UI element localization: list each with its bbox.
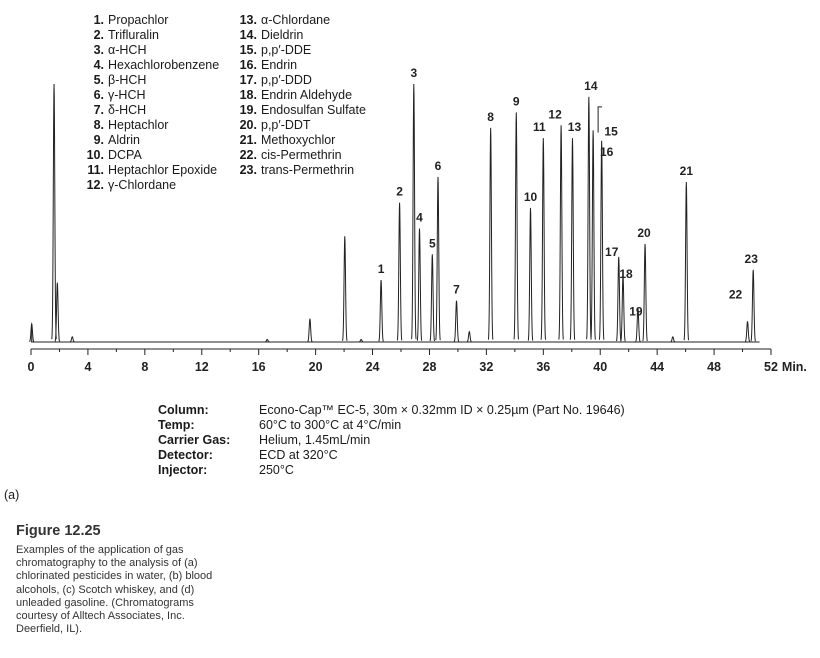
- trace-layer: [30, 84, 760, 342]
- peak: [528, 208, 532, 341]
- x-tick-label: 52 Min.: [764, 360, 807, 374]
- condition-row: [158, 463, 625, 478]
- condition-row: [158, 418, 625, 433]
- legend-compound: β-HCH: [108, 73, 147, 87]
- legend-number: 9.: [93, 133, 104, 147]
- peak-label: 19: [629, 304, 643, 319]
- legend-number: 10.: [86, 148, 104, 162]
- legend-number: 21.: [239, 133, 257, 147]
- x-tick-label: 40: [593, 360, 608, 374]
- caption-title: Figure 12.25: [16, 523, 101, 539]
- peak: [436, 177, 440, 340]
- condition-value: 60°C to 300°C at 4°C/min: [259, 418, 402, 432]
- condition-label: Temp:: [158, 418, 195, 432]
- legend-compound: p,p′-DDE: [261, 43, 312, 57]
- peak-label: 10: [523, 189, 538, 204]
- peak-label: 4: [416, 210, 423, 225]
- legend-number: 16.: [239, 58, 257, 72]
- x-tick-label: 28: [422, 360, 437, 374]
- legend-compound: Propachlor: [108, 13, 169, 27]
- x-tick-label: 4: [84, 360, 92, 374]
- condition-label: Carrier Gas:: [158, 433, 231, 447]
- x-axis: [28, 349, 807, 374]
- legend-number: 17.: [239, 73, 257, 87]
- legend-number: 11.: [87, 163, 104, 177]
- x-tick-label: 12: [194, 360, 209, 374]
- peak: [671, 337, 675, 342]
- peak-label: 23: [744, 251, 758, 266]
- peak: [587, 97, 591, 339]
- peak: [621, 275, 625, 341]
- x-tick-label: 36: [536, 360, 551, 374]
- peak: [514, 112, 518, 339]
- legend-compound: Hexachlorobenzene: [108, 58, 220, 72]
- legend-number: 13.: [239, 13, 257, 27]
- condition-label: Column:: [158, 403, 209, 417]
- peak: [52, 84, 56, 339]
- legend-compound: Heptachlor Epoxide: [108, 163, 218, 177]
- peak: [417, 228, 421, 340]
- condition-label: Detector:: [158, 448, 213, 462]
- condition-value: ECD at 320°C: [259, 448, 338, 462]
- peak: [570, 138, 574, 340]
- legend-compound: δ-HCH: [108, 103, 147, 117]
- peak: [591, 130, 595, 339]
- legend-number: 14.: [239, 28, 257, 42]
- legend-number: 8.: [93, 118, 104, 132]
- peak-label: 6: [434, 158, 442, 173]
- condition-value: Helium, 1.45mL/min: [259, 433, 371, 447]
- peak-label: 16: [599, 144, 614, 159]
- peak-label-layer: [378, 66, 758, 318]
- x-tick-label: 0: [27, 360, 35, 374]
- peak-label: 12: [548, 107, 562, 122]
- x-tick-label: 48: [707, 360, 722, 374]
- legend-number: 1.: [93, 13, 104, 27]
- caption-text: Examples of the application of gas chromatography to the analysis of (a) chlorinated pesticides in water, (b) blood alcohols, (c) Scotch whiskey, and (d) unleaded gasoline. (Chromatograms courtesy of Alltech Associates, Inc. Deerfield, IL).: [16, 544, 213, 636]
- legend-compound: p,p′-DDT: [261, 118, 311, 132]
- peak: [70, 337, 74, 342]
- legend-number: 20.: [239, 118, 257, 132]
- peak: [541, 138, 545, 340]
- panel-label: (a): [4, 488, 20, 502]
- condition-value: Econo-Cap™ EC-5, 30m × 0.32mm ID × 0.25µm (Part No. 19646): [259, 403, 625, 417]
- legend-compound: Trifluralin: [108, 28, 159, 42]
- legend-number: 6.: [93, 88, 104, 102]
- x-tick-label: 44: [650, 360, 665, 374]
- peak: [559, 125, 563, 339]
- legend-number: 2.: [93, 28, 104, 42]
- legend-compound: γ-HCH: [108, 88, 146, 102]
- condition-label: Injector:: [158, 463, 208, 477]
- legend-compound: cis-Permethrin: [261, 148, 342, 162]
- legend-number: 12.: [86, 178, 104, 192]
- legend-number: 15.: [239, 43, 257, 57]
- peak-label: 17: [605, 244, 619, 259]
- legend-number: 18.: [239, 88, 257, 102]
- legend-number: 19.: [239, 103, 257, 117]
- legend-compound: p,p′-DDD: [261, 73, 312, 87]
- peak-label: 22: [728, 287, 743, 302]
- legend-compound: α-HCH: [108, 43, 147, 57]
- x-tick-label: 20: [308, 360, 323, 374]
- peak-label: 3: [410, 66, 418, 80]
- legend-compound: Endosulfan Sulfate: [261, 103, 366, 117]
- legend-compound: DCPA: [108, 148, 142, 162]
- peak: [488, 128, 492, 340]
- x-tick-label: 32: [479, 360, 494, 374]
- peak-label: 20: [637, 225, 651, 240]
- peak: [454, 301, 458, 342]
- peak-label: 11: [532, 120, 546, 135]
- legend-compound: Dieldrin: [261, 28, 304, 42]
- legend-number: 3.: [93, 43, 104, 57]
- peak: [308, 319, 312, 342]
- figure-caption: [16, 523, 231, 636]
- condition-row: [158, 448, 625, 463]
- legend-compound: Endrin: [261, 58, 298, 72]
- peak-label: 2: [396, 184, 403, 199]
- legend-number: 4.: [93, 58, 104, 72]
- peak: [379, 280, 383, 341]
- legend-compound: Methoxychlor: [261, 133, 336, 147]
- legend-number: 7.: [93, 103, 104, 117]
- peak-label: 14: [584, 78, 598, 93]
- legend-compound: Aldrin: [108, 133, 140, 147]
- legend-compound: γ-Chlordane: [108, 178, 177, 192]
- peak-15-bracket: [598, 107, 602, 133]
- peak-label: 13: [567, 120, 582, 135]
- peak: [684, 182, 688, 340]
- peak-label: 1: [377, 262, 385, 277]
- legend-number: 22.: [239, 148, 257, 162]
- peak: [751, 270, 755, 341]
- peak-label: 21: [679, 164, 694, 179]
- condition-row: [158, 433, 625, 448]
- peak: [745, 321, 749, 341]
- legend-compound: trans-Permethrin: [261, 163, 355, 177]
- x-tick-label: 16: [251, 360, 266, 374]
- legend-number: 23.: [239, 163, 257, 177]
- x-unit-label: Min.: [781, 360, 807, 374]
- peak: [397, 203, 401, 341]
- peak: [599, 141, 603, 340]
- x-tick-label: 8: [141, 360, 149, 374]
- peak-label: 5: [428, 236, 436, 251]
- x-tick-label: 24: [365, 360, 380, 374]
- condition-value: 250°C: [259, 463, 294, 477]
- legend-compound: Heptachlor: [108, 118, 169, 132]
- peak-label: 9: [512, 94, 520, 109]
- peak: [343, 236, 347, 341]
- legend-number: 5.: [93, 73, 104, 87]
- peak-label: 15: [604, 124, 618, 139]
- peak: [643, 244, 647, 341]
- condition-row: [158, 403, 625, 418]
- legend-compound: Endrin Aldehyde: [261, 88, 353, 102]
- peak-label: 7: [453, 282, 460, 297]
- peak: [467, 332, 471, 342]
- peak-label: 18: [619, 266, 633, 281]
- run-conditions: [158, 403, 625, 478]
- peak-label: 8: [487, 109, 494, 124]
- peak: [430, 254, 434, 341]
- legend-compound: α-Chlordane: [261, 13, 331, 27]
